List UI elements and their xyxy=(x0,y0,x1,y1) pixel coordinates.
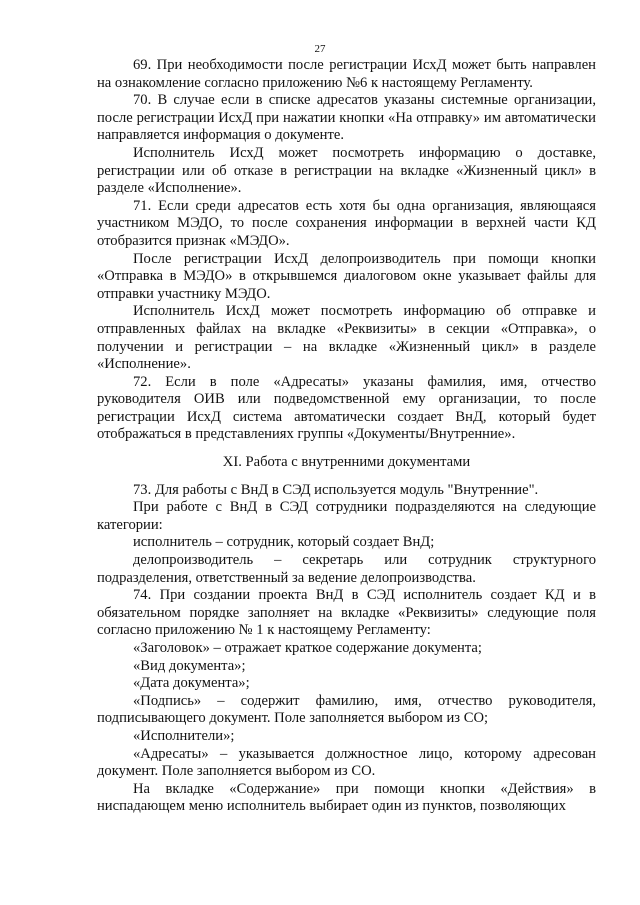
page-number: 27 xyxy=(314,43,326,55)
paragraph-71-executor: Исполнитель ИсхД может посмотреть информацию об отправке и отправленных файлах на вкладке «Реквизиты» в секции «Отправка», о получении и регистрации – на вкладке «Жизненный цикл» в разделе «Исполнение». xyxy=(97,303,596,373)
paragraph-71-clerk: После регистрации ИсхД делопроизводитель при помощи кнопки «Отправка в МЭДО» в открывшемся диалоговом окне указывает файлы для отправки участнику МЭДО. xyxy=(97,250,596,302)
paragraph-71: 71. Если среди адресатов есть хотя бы одна организация, являющаяся участником МЭДО, то после сохранения информации в верхней части КД отобразится признак «МЭДО». xyxy=(97,197,596,249)
paragraph-70-executor: Исполнитель ИсхД может посмотреть информацию о доставке, регистрации или об отказе в регистрации на вкладке «Жизненный цикл» в разделе «Исполнение». xyxy=(97,144,596,197)
document-body xyxy=(97,57,596,816)
paragraph-74: 74. При создании проекта ВнД в СЭД исполнитель создает КД и в обязательном порядке заполняет на вкладке «Реквизиты» следующие поля согласно приложению № 1 к настоящему Регламенту: xyxy=(97,587,596,639)
list-item-clerk: делопроизводитель – секретарь или сотрудник структурного подразделения, ответственный за ведение делопроизводства. xyxy=(97,552,596,586)
paragraph-72: 72. Если в поле «Адресаты» указаны фамилия, имя, отчество руководителя ОИВ или подведомственной ему организации, то после регистрации ИсхД система автоматически создает ВнД, который будет отображаться в представлениях группы «Документы/Внутренние». xyxy=(97,373,596,443)
paragraph-73-categories: При работе с ВнД в СЭД сотрудники подразделяются на следующие категории: xyxy=(97,499,596,533)
paragraph-content-tab: На вкладке «Содержание» при помощи кнопки «Действия» в ниспадающем меню исполнитель выбирает один из пунктов, позволяющих xyxy=(97,780,596,815)
field-doc-date: «Дата документа»; xyxy=(133,675,250,692)
paragraph-70: 70. В случае если в списке адресатов указаны системные организации, после регистрации ИсхД при нажатии кнопки «На отправку» им автоматически направляется информация о документе. xyxy=(97,92,596,144)
field-title: «Заголовок» – отражает краткое содержание документа; xyxy=(133,640,482,656)
list-item-executor: исполнитель – сотрудник, который создает ВнД; xyxy=(133,534,435,551)
paragraph-69: 69. При необходимости после регистрации ИсхД может быть направлен на ознакомление согласно приложению №6 к настоящему Регламенту. xyxy=(97,57,596,91)
field-doc-type: «Вид документа»; xyxy=(133,657,246,674)
section-heading: XI. Работа с внутренними документами xyxy=(222,454,471,471)
field-executors: «Исполнители»; xyxy=(133,727,235,744)
field-signature: «Подпись» – содержит фамилию, имя, отчество руководителя, подписывающего документ. Поле заполняется выбором из СО; xyxy=(97,692,596,727)
field-addressees: «Адресаты» – указывается должностное лицо, которому адресован документ. Поле заполняется выбором из СО. xyxy=(97,745,596,780)
paragraph-73: 73. Для работы с ВнД в СЭД используется модуль "Внутренние". xyxy=(133,481,539,498)
